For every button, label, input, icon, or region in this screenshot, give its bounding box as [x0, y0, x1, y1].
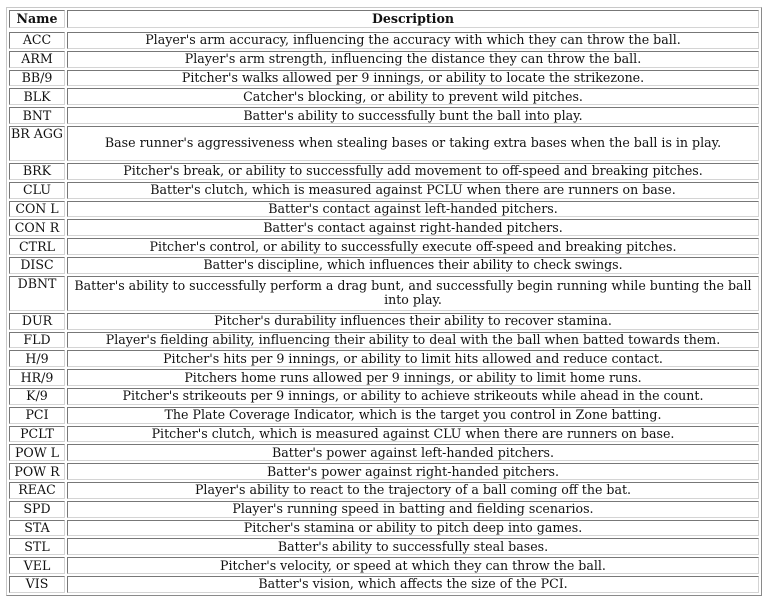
- table-row: [9, 576, 759, 593]
- table-row: [9, 369, 759, 386]
- attribute-description: Pitchers home runs allowed per 9 innings, or ability to limit home runs.: [67, 369, 759, 386]
- table-row: [9, 332, 759, 349]
- table-row: [9, 107, 759, 124]
- attribute-name: ACC: [9, 32, 65, 49]
- table-header: [6, 7, 762, 30]
- table-row: [9, 313, 759, 330]
- attribute-description: Pitcher's control, or ability to successfully execute off-speed and breaking pitches.: [67, 238, 759, 255]
- attribute-description: Pitcher's clutch, which is measured against CLU when there are runners on base.: [67, 426, 759, 443]
- table-row: [9, 70, 759, 87]
- attribute-name: DBNT: [9, 276, 65, 311]
- table-row: [9, 88, 759, 105]
- attribute-name: BB/9: [9, 70, 65, 87]
- attribute-description: Pitcher's durability influences their ability to recover stamina.: [67, 313, 759, 330]
- attribute-description: Batter's power against right-handed pitchers.: [67, 463, 759, 480]
- attribute-name: SPD: [9, 501, 65, 518]
- attribute-name: BR AGG: [9, 126, 65, 161]
- attribute-description: Batter's ability to successfully steal bases.: [67, 538, 759, 555]
- attribute-name: FLD: [9, 332, 65, 349]
- attribute-description: Batter's contact against right-handed pitchers.: [67, 219, 759, 236]
- attribute-description: Player's arm strength, influencing the distance they can throw the ball.: [67, 51, 759, 68]
- header-name: Name: [9, 10, 65, 28]
- attribute-description: Pitcher's break, or ability to successfully add movement to off-speed and breaking pitches.: [67, 163, 759, 180]
- attribute-description: Pitcher's stamina or ability to pitch deep into games.: [67, 520, 759, 537]
- attribute-description: Batter's ability to successfully perform a drag bunt, and successfully begin running while bunting the ball into play.: [67, 276, 759, 311]
- attribute-description: The Plate Coverage Indicator, which is the target you control in Zone batting.: [67, 407, 759, 424]
- table-row: [9, 257, 759, 274]
- attribute-description: Catcher's blocking, or ability to prevent wild pitches.: [67, 88, 759, 105]
- attribute-name: ARM: [9, 51, 65, 68]
- attribute-name: CLU: [9, 182, 65, 199]
- attribute-name: VIS: [9, 576, 65, 593]
- table-row: [9, 444, 759, 461]
- attributes-table: [6, 30, 762, 596]
- table-row: [9, 426, 759, 443]
- table-row: [9, 51, 759, 68]
- table-row: [9, 501, 759, 518]
- table-row: [9, 463, 759, 480]
- attribute-description: Pitcher's hits per 9 innings, or ability to limit hits allowed and reduce contact.: [67, 350, 759, 367]
- table-row: [9, 538, 759, 555]
- attribute-description: Pitcher's strikeouts per 9 innings, or ability to achieve strikeouts while ahead in the count.: [67, 388, 759, 405]
- attribute-name: VEL: [9, 557, 65, 574]
- attribute-description: Batter's ability to successfully bunt the ball into play.: [67, 107, 759, 124]
- table-row: [9, 388, 759, 405]
- table-row: [9, 163, 759, 180]
- attribute-name: CTRL: [9, 238, 65, 255]
- header-description: Description: [67, 10, 759, 28]
- table-row: [9, 201, 759, 218]
- attribute-name: H/9: [9, 350, 65, 367]
- table-row: [9, 182, 759, 199]
- table-row: [9, 350, 759, 367]
- attribute-description: Player's ability to react to the trajectory of a ball coming off the bat.: [67, 482, 759, 499]
- attribute-name: PCI: [9, 407, 65, 424]
- attribute-name: REAC: [9, 482, 65, 499]
- attribute-description: Batter's clutch, which is measured against PCLU when there are runners on base.: [67, 182, 759, 199]
- attribute-name: POW R: [9, 463, 65, 480]
- attribute-name: HR/9: [9, 369, 65, 386]
- table-row: [9, 238, 759, 255]
- attribute-description: Batter's discipline, which influences their ability to check swings.: [67, 257, 759, 274]
- table-row: [9, 32, 759, 49]
- attribute-name: STL: [9, 538, 65, 555]
- table-row: [9, 520, 759, 537]
- attribute-description: Batter's power against left-handed pitchers.: [67, 444, 759, 461]
- table-row: [9, 126, 759, 161]
- attribute-description: Pitcher's velocity, or speed at which they can throw the ball.: [67, 557, 759, 574]
- attribute-name: POW L: [9, 444, 65, 461]
- attribute-description: Player's arm accuracy, influencing the accuracy with which they can throw the ball.: [67, 32, 759, 49]
- table-row: [9, 219, 759, 236]
- attribute-name: STA: [9, 520, 65, 537]
- attribute-name: CON R: [9, 219, 65, 236]
- attribute-name: K/9: [9, 388, 65, 405]
- attribute-description: Batter's contact against left-handed pitchers.: [67, 201, 759, 218]
- attribute-name: BLK: [9, 88, 65, 105]
- attribute-name: PCLT: [9, 426, 65, 443]
- attribute-description: Base runner's aggressiveness when stealing bases or taking extra bases when the ball is in play.: [67, 126, 759, 161]
- header-row: [9, 10, 759, 28]
- attribute-name: DUR: [9, 313, 65, 330]
- attribute-description: Player's running speed in batting and fielding scenarios.: [67, 501, 759, 518]
- attribute-name: DISC: [9, 257, 65, 274]
- table-row: [9, 407, 759, 424]
- attribute-name: CON L: [9, 201, 65, 218]
- table-row: [9, 557, 759, 574]
- table-row: [9, 276, 759, 311]
- attribute-description: Player's fielding ability, influencing their ability to deal with the ball when batted towards them.: [67, 332, 759, 349]
- attribute-description: Batter's vision, which affects the size of the PCI.: [67, 576, 759, 593]
- attribute-description: Pitcher's walks allowed per 9 innings, or ability to locate the strikezone.: [67, 70, 759, 87]
- attribute-name: BNT: [9, 107, 65, 124]
- attributes-table-wrapper: [6, 7, 762, 596]
- attribute-name: BRK: [9, 163, 65, 180]
- table-row: [9, 482, 759, 499]
